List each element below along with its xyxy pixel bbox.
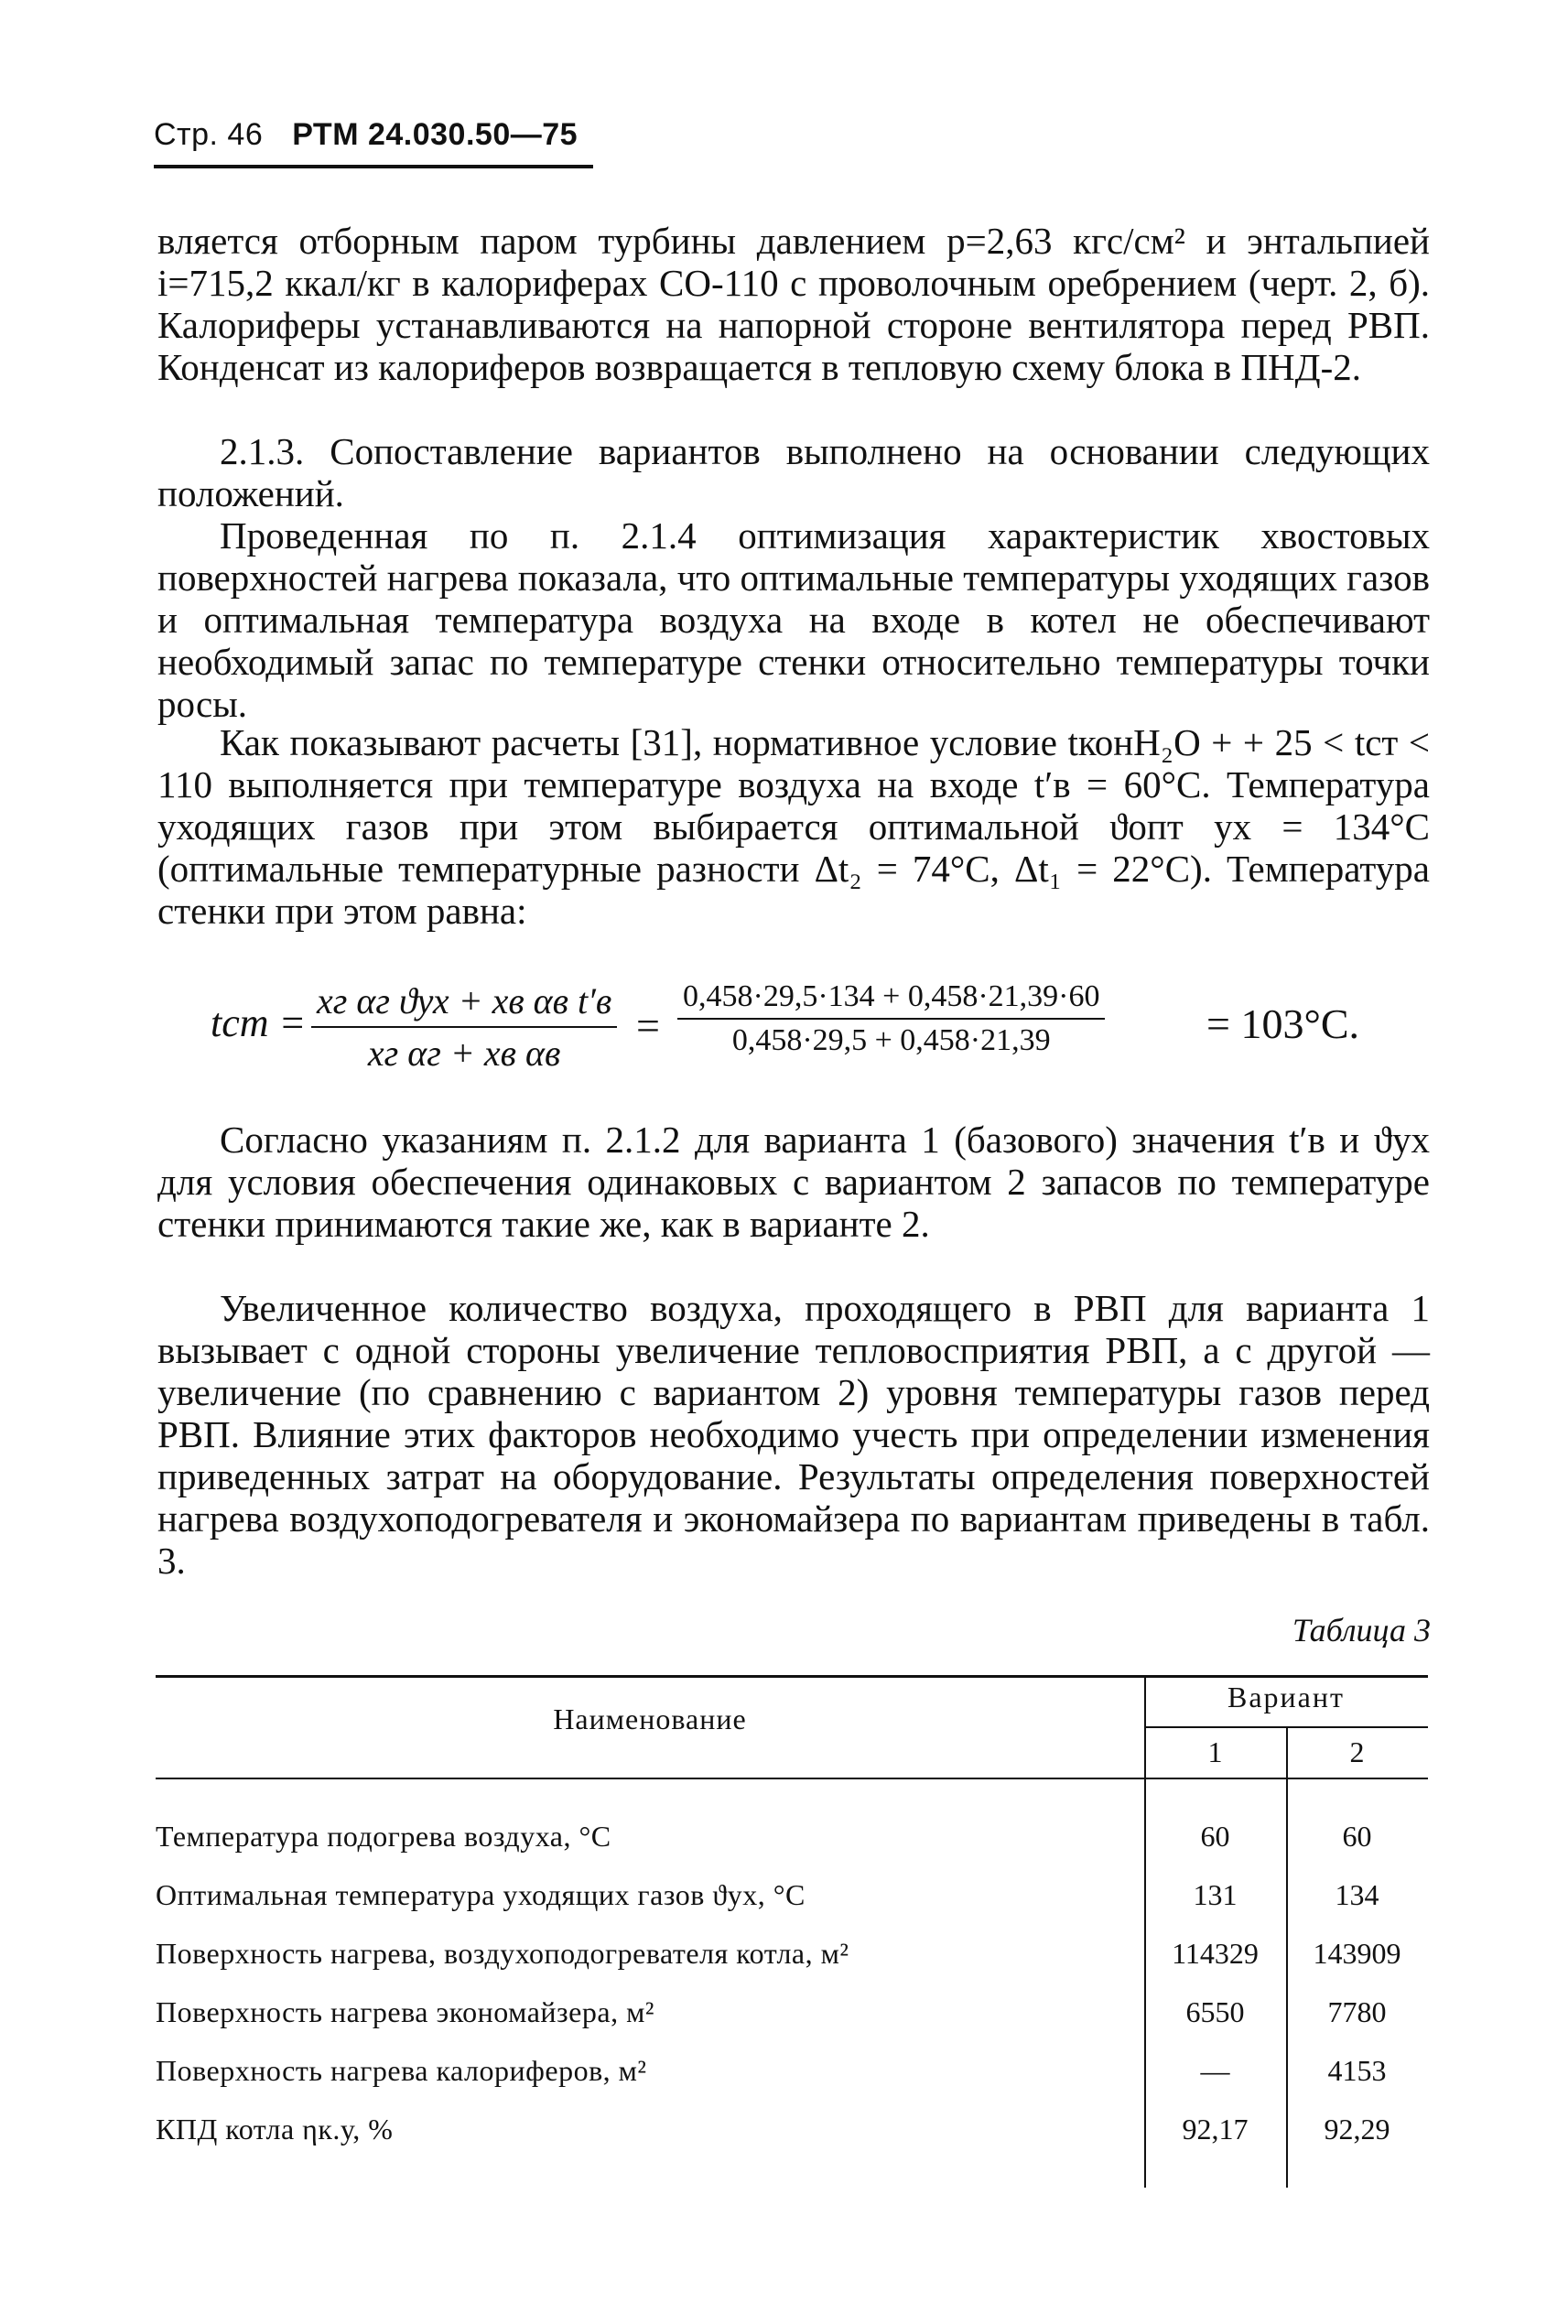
- paragraph-4: Как показывают расчеты [31], нормативное условие tконH₂O + + 25 < tст < 110 выполняется при температуре воздуха на входе t′в = 60°С. Температура уходящих газов при этом выбирается оптимальной ϑопт ух = 134°С (оптимальные температурные разности Δt₂ = 74°С, Δt₁ = 22°С). Температура стенки при этом равна:: [157, 721, 1430, 932]
- row-value-1: 114329: [1172, 1937, 1259, 1970]
- column-header-variant-1: 1: [1207, 1735, 1223, 1768]
- row-value-1: 6550: [1185, 1995, 1245, 2028]
- row-value-1: —: [1200, 2054, 1230, 2087]
- table-row: [156, 2054, 1428, 2109]
- document-code: РТМ 24.030.50—75: [292, 117, 579, 152]
- formula-equals: =: [636, 1002, 660, 1049]
- row-name: Поверхность нагрева, воздухоподогревателя котла, м²: [156, 1937, 849, 1970]
- paragraph-2: 2.1.3. Сопоставление вариантов выполнено на основании следующих положений.: [157, 430, 1430, 514]
- formula-numerator-2: 0,458·29,5·134 + 0,458·21,39·60: [677, 979, 1105, 1020]
- row-name: Поверхность нагрева калориферов, м²: [156, 2054, 647, 2087]
- formula-lhs: tст =: [211, 1000, 307, 1045]
- paragraph-3: Проведенная по п. 2.1.4 оптимизация характеристик хвостовых поверхностей нагрева показала, что оптимальные температуры уходящих газов и оптимальная температура воздуха на входе в котел не обеспечивают необходимый запас по температуре стенки относительно температуры точки росы.: [157, 514, 1430, 725]
- column-header-variant: Вариант: [1227, 1681, 1345, 1713]
- column-header-name: Наименование: [553, 1702, 747, 1735]
- page-number: Стр. 46: [154, 117, 264, 152]
- row-value-2: 7780: [1327, 1995, 1387, 2028]
- formula-symbolic-fraction: [311, 979, 617, 1075]
- wall-temperature-formula: [174, 979, 1437, 1080]
- table-row: [156, 1937, 1428, 1992]
- row-value-1: 60: [1200, 1820, 1230, 1853]
- header-rule: [154, 165, 593, 168]
- paragraph-6: Увеличенное количество воздуха, проходящего в РВП для варианта 1 вызывает с одной стороны увеличение тепловосприятия РВП, а с другой — увеличение (по сравнению с вариантом 2) уровня температуры газов перед РВП. Влияние этих факторов необходимо учесть при определении изменения приведенных затрат на оборудование. Результаты определения поверхностей нагрева воздухоподогревателя и экономайзера по вариантам приведены в табл. 3.: [157, 1287, 1430, 1582]
- formula-result: = 103°С.: [1206, 1000, 1360, 1047]
- page-header: [154, 117, 578, 153]
- paragraph-5: Согласно указаниям п. 2.1.2 для варианта 1 (базового) значения t′в и ϑух для условия обеспечения одинаковых с вариантом 2 запасов по температуре стенки принимаются такие же, как в варианте 2.: [157, 1119, 1430, 1245]
- row-value-1: 131: [1193, 1878, 1238, 1911]
- formula-numeric-fraction: [677, 979, 1105, 1058]
- table-row: [156, 1878, 1428, 1933]
- row-name: Температура подогрева воздуха, °С: [156, 1820, 611, 1853]
- row-value-2: 143909: [1313, 1937, 1401, 1970]
- row-name: Оптимальная температура уходящих газов ϑух, °С: [156, 1878, 806, 1911]
- row-name: КПД котла ηк.у, %: [156, 2113, 394, 2146]
- table-row: [156, 1820, 1428, 1875]
- table-top-rule: [156, 1675, 1428, 1678]
- formula-denominator-1: xг αг + xв αв: [367, 1032, 561, 1074]
- table-header-rule: [156, 1778, 1428, 1779]
- table-variant-subrule: [1144, 1726, 1428, 1728]
- row-value-2: 134: [1335, 1878, 1379, 1911]
- column-header-variant-2: 2: [1349, 1735, 1365, 1768]
- table-caption: Таблица 3: [1292, 1612, 1431, 1648]
- paragraph-1: вляется отборным паром турбины давлением p=2,63 кгс/см² и энтальпией i=715,2 ккал/кг в калориферах СО-110 с проволочным оребрением (черт. 2, б). Калориферы устанавливаются на напорной стороне вентилятора перед РВП. Конденсат из калориферов возвращается в тепловую схему блока в ПНД-2.: [157, 220, 1430, 388]
- formula-numerator-1: xг αг ϑух + xв αв t′в: [311, 979, 617, 1028]
- row-name: Поверхность нагрева экономайзера, м²: [156, 1995, 654, 2028]
- formula-denominator-2: 0,458·29,5 + 0,458·21,39: [731, 1023, 1051, 1057]
- row-value-2: 92,29: [1324, 2113, 1390, 2146]
- table-row: [156, 1995, 1428, 2050]
- row-value-1: 92,17: [1182, 2113, 1249, 2146]
- row-value-2: 60: [1342, 1820, 1372, 1853]
- row-value-2: 4153: [1327, 2054, 1387, 2087]
- table-row: [156, 2113, 1428, 2167]
